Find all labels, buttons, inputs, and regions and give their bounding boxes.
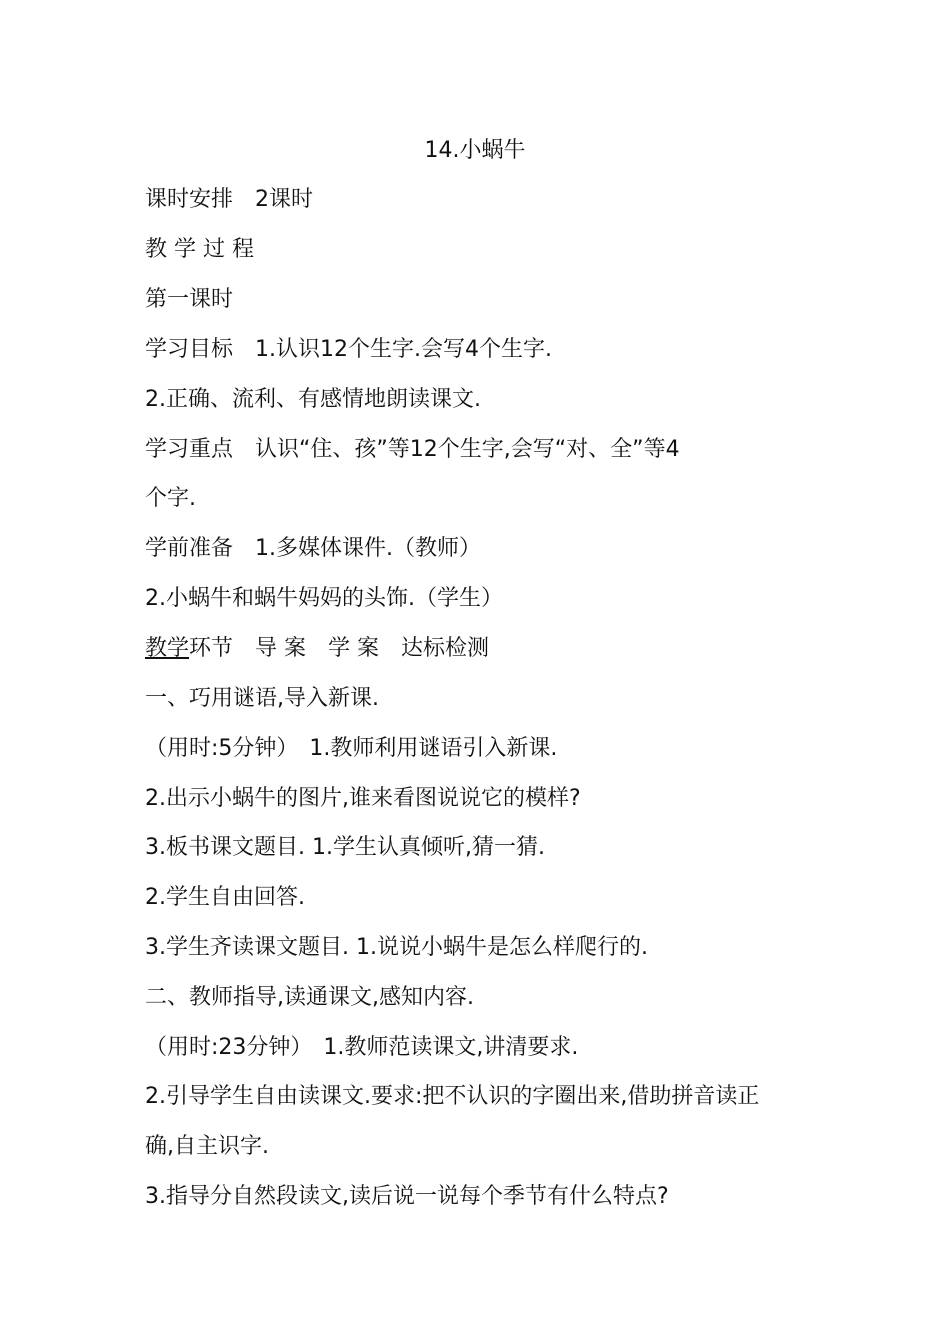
line-focus-2: 个字. [145, 486, 196, 511]
line-focus-1: 学习重点 认识“住、孩”等12个生字,会写“对、全”等4 [145, 437, 680, 462]
line-time-2: （用时:23分钟） 1.教师范读课文,讲清要求. [145, 1035, 579, 1060]
line-prep-2: 2.小蜗牛和蜗牛妈妈的头饰.（学生） [145, 586, 503, 611]
line-goal-1: 学习目标 1.认识12个生字.会写4个生字. [145, 337, 552, 362]
line-section-1: 一、巧用谜语,导入新课. [145, 686, 379, 711]
line-student-3: 3.学生齐读课文题目. 1.说说小蜗牛是怎么样爬行的. [145, 935, 648, 960]
line-goal-2: 2.正确、流利、有感情地朗读课文. [145, 387, 481, 412]
header-rest: 环节 导 案 学 案 达标检测 [189, 636, 490, 661]
line-process: 教 学 过 程 [145, 237, 254, 262]
line-guide-2b: 确,自主识字. [145, 1134, 269, 1159]
line-header-row [145, 635, 489, 663]
line-schedule: 课时安排 2课时 [145, 187, 313, 212]
line-step-2: 2.出示小蜗牛的图片,谁来看图说说它的模样? [145, 786, 581, 811]
line-guide-2a: 2.引导学生自由读课文.要求:把不认识的字圈出来,借助拼音读正 [145, 1084, 760, 1109]
line-student-2: 2.学生自由回答. [145, 885, 305, 910]
document-title: 14.小蜗牛 [424, 138, 526, 163]
header-underlined: 教学 [145, 636, 190, 661]
line-time-1: （用时:5分钟） 1.教师利用谜语引入新课. [145, 736, 558, 761]
line-section-2: 二、教师指导,读通课文,感知内容. [145, 985, 474, 1010]
line-step-3: 3.板书课文题目. 1.学生认真倾听,猜一猜. [145, 835, 545, 860]
line-prep-1: 学前准备 1.多媒体课件.（教师） [145, 536, 481, 561]
line-guide-3: 3.指导分自然段读文,读后说一说每个季节有什么特点? [145, 1184, 669, 1209]
line-first-lesson: 第一课时 [145, 287, 234, 312]
